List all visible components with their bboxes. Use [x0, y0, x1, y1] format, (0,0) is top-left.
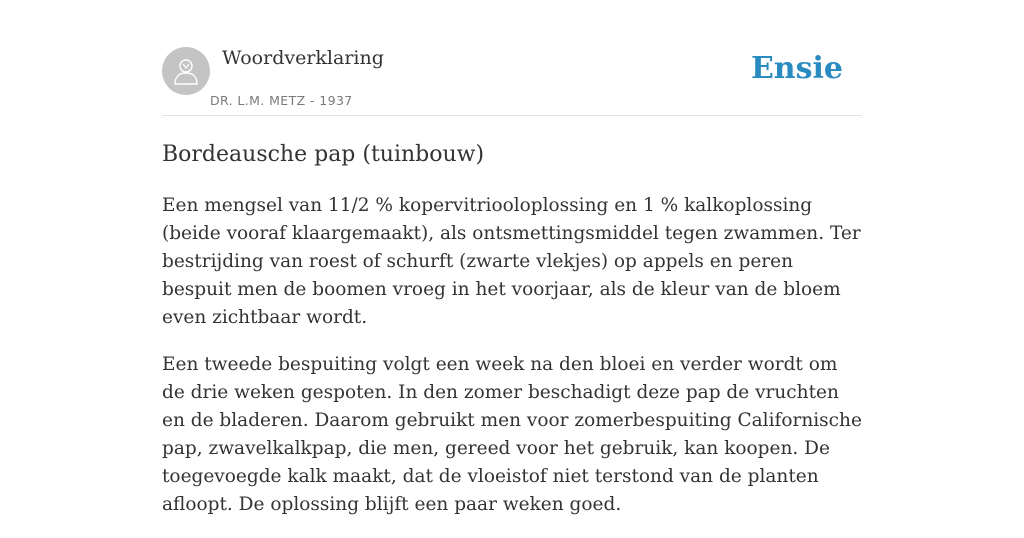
definition-body [162, 192, 862, 538]
author-avatar[interactable] [162, 47, 210, 95]
page-title: Bordeausche pap (tuinbouw) [162, 142, 485, 167]
entry-header [162, 0, 862, 116]
author-line[interactable] [210, 93, 353, 109]
publication-year: 1937 [319, 93, 353, 108]
author-separator: - [305, 93, 320, 108]
category-label[interactable]: Woordverklaring [222, 47, 384, 69]
definition-paragraph: Een tweede bespuiting volgt een week na den bloei en verder wordt om de drie weken gespoten. In den zomer beschadigt deze pap de vruchten en de bladeren. Daarom gebruikt men voor zomerbespuiting Californische pap, zwavelkalkpap, die men, gereed voor het gebruik, kan koopen. De toegevoegde kalk maakt, dat de vloeistof niet terstond van de planten afloopt. De oplossing blijft een paar weken goed. [162, 354, 862, 515]
page-container [162, 0, 862, 515]
author-name: DR. L.M. METZ [210, 93, 306, 108]
user-icon [173, 57, 199, 85]
definition-paragraph: Een mengsel van 11/2 % kopervitriooloplossing en 1 % kalkoplossing (beide vooraf klaargemaakt), als ontsmettingsmiddel tegen zwammen. Ter bestrijding van roest of schurft (zwarte vlekjes) op appels en peren bespuit men de boomen vroeg in het voorjaar, als de kleur van de bloem even zichtbaar wordt. [162, 195, 861, 328]
brand-logo[interactable]: Ensie [750, 51, 843, 86]
